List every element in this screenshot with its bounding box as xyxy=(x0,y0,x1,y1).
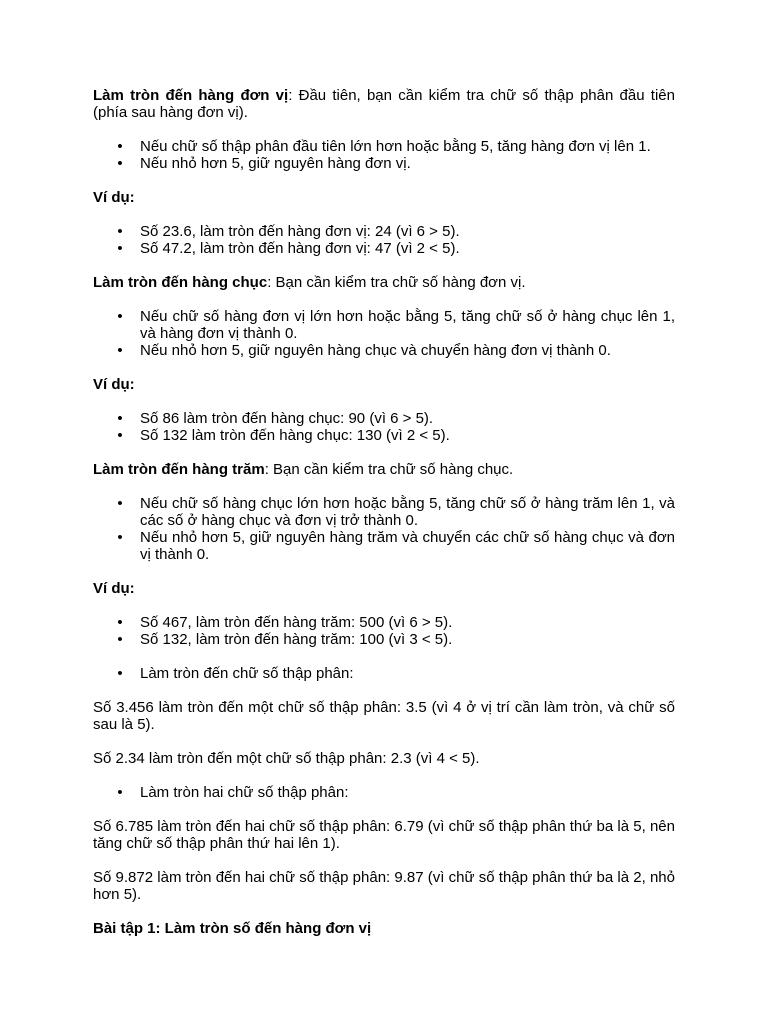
section-units-rules xyxy=(93,138,675,172)
example-label-text: Ví dụ: xyxy=(93,189,135,206)
list-item xyxy=(117,308,675,342)
list-item xyxy=(117,784,675,801)
example-label xyxy=(93,580,675,597)
list-item xyxy=(117,614,675,631)
list-item xyxy=(117,495,675,529)
bullet-icon: • xyxy=(117,665,123,682)
paragraph: Số 3.456 làm tròn đến một chữ số thập phân: 3.5 (vì 4 ở vị trí cần làm tròn, và chữ số sau là 5). xyxy=(93,699,675,733)
section-units-intro-text: : Đầu tiên, bạn cần kiểm tra chữ số thập phân đầu tiên (phía sau hàng đơn vị). xyxy=(93,87,675,121)
section-tens-rules xyxy=(93,308,675,359)
list-item-text: Số 86 làm tròn đến hàng chục: 90 (vì 6 > 5). xyxy=(140,410,434,427)
bullet-icon: • xyxy=(117,529,123,546)
section-hundreds-examples xyxy=(93,614,675,648)
list-item xyxy=(117,631,675,648)
bullet-icon: • xyxy=(117,784,123,801)
section-hundreds-intro xyxy=(93,461,675,478)
exercise-title-text: Bài tập 1: Làm tròn số đến hàng đơn vị xyxy=(93,920,372,937)
section-one-decimal-bullet xyxy=(93,665,675,682)
section-units-heading: Làm tròn đến hàng đơn vị xyxy=(93,87,289,104)
section-tens-intro-text: : Bạn cần kiểm tra chữ số hàng đơn vị. xyxy=(267,274,526,291)
section-hundreds-intro-text: : Bạn cần kiểm tra chữ số hàng chục. xyxy=(264,461,514,478)
list-item-text: Nếu nhỏ hơn 5, giữ nguyên hàng chục và chuyển hàng đơn vị thành 0. xyxy=(140,342,611,359)
example-label xyxy=(93,376,675,393)
list-item-text: Nếu chữ số hàng chục lớn hơn hoặc bằng 5, tăng chữ số ở hàng trăm lên 1, và các số ở hàng chục và đơn vị trở thành 0. xyxy=(140,495,675,529)
list-item xyxy=(117,410,675,427)
list-item-text: Nếu nhỏ hơn 5, giữ nguyên hàng đơn vị. xyxy=(140,155,411,172)
list-item xyxy=(117,223,675,240)
section-hundreds-rules xyxy=(93,495,675,563)
bullet-icon: • xyxy=(117,495,123,512)
bullet-icon: • xyxy=(117,138,123,155)
paragraph: Số 6.785 làm tròn đến hai chữ số thập phân: 6.79 (vì chữ số thập phân thứ ba là 5, nên tăng chữ số thập phân thứ hai lên 1). xyxy=(93,818,675,852)
list-item-text: Nếu nhỏ hơn 5, giữ nguyên hàng trăm và chuyển các chữ số hàng chục và đơn vị thành 0. xyxy=(140,529,675,563)
list-item xyxy=(117,665,675,682)
bullet-icon: • xyxy=(117,410,123,427)
paragraph: Số 2.34 làm tròn đến một chữ số thập phân: 2.3 (vì 4 < 5). xyxy=(93,750,480,767)
list-item-text: Số 47.2, làm tròn đến hàng đơn vị: 47 (vì 2 < 5). xyxy=(140,240,460,257)
list-item xyxy=(117,138,675,155)
list-item xyxy=(117,427,675,444)
list-item-text: Số 23.6, làm tròn đến hàng đơn vị: 24 (vì 6 > 5). xyxy=(140,223,460,240)
list-item xyxy=(117,529,675,563)
list-item-text: Số 132, làm tròn đến hàng trăm: 100 (vì 3 < 5). xyxy=(140,631,453,648)
section-two-decimals-bullet xyxy=(93,784,675,801)
exercise-title xyxy=(93,920,675,937)
bullet-icon: • xyxy=(117,223,123,240)
bullet-icon: • xyxy=(117,631,123,648)
section-units-intro xyxy=(93,87,675,121)
list-item xyxy=(117,155,675,172)
section-units-examples xyxy=(93,223,675,257)
list-item xyxy=(117,240,675,257)
section-tens-heading: Làm tròn đến hàng chục xyxy=(93,274,268,291)
list-item-text: Làm tròn hai chữ số thập phân: xyxy=(140,784,349,801)
list-item-text: Làm tròn đến chữ số thập phân: xyxy=(140,665,354,682)
bullet-icon: • xyxy=(117,155,123,172)
bullet-icon: • xyxy=(117,614,123,631)
paragraph: Số 9.872 làm tròn đến hai chữ số thập phân: 9.87 (vì chữ số thập phân thứ ba là 2, nhỏ hơn 5). xyxy=(93,869,675,903)
bullet-icon: • xyxy=(117,342,123,359)
list-item-text: Số 132 làm tròn đến hàng chục: 130 (vì 2 < 5). xyxy=(140,427,450,444)
example-label xyxy=(93,189,675,206)
section-tens-examples xyxy=(93,410,675,444)
list-item-text: Nếu chữ số thập phân đầu tiên lớn hơn hoặc bằng 5, tăng hàng đơn vị lên 1. xyxy=(140,138,651,155)
list-item xyxy=(117,342,675,359)
section-tens-intro xyxy=(93,274,675,291)
bullet-icon: • xyxy=(117,427,123,444)
list-item-text: Nếu chữ số hàng đơn vị lớn hơn hoặc bằng 5, tăng chữ số ở hàng chục lên 1, và hàng đơn vị thành 0. xyxy=(140,308,675,342)
example-label-text: Ví dụ: xyxy=(93,376,135,393)
bullet-icon: • xyxy=(117,308,123,325)
example-label-text: Ví dụ: xyxy=(93,580,135,597)
section-hundreds-heading: Làm tròn đến hàng trăm xyxy=(93,461,265,478)
list-item-text: Số 467, làm tròn đến hàng trăm: 500 (vì 6 > 5). xyxy=(140,614,453,631)
document-body xyxy=(93,87,675,954)
bullet-icon: • xyxy=(117,240,123,257)
